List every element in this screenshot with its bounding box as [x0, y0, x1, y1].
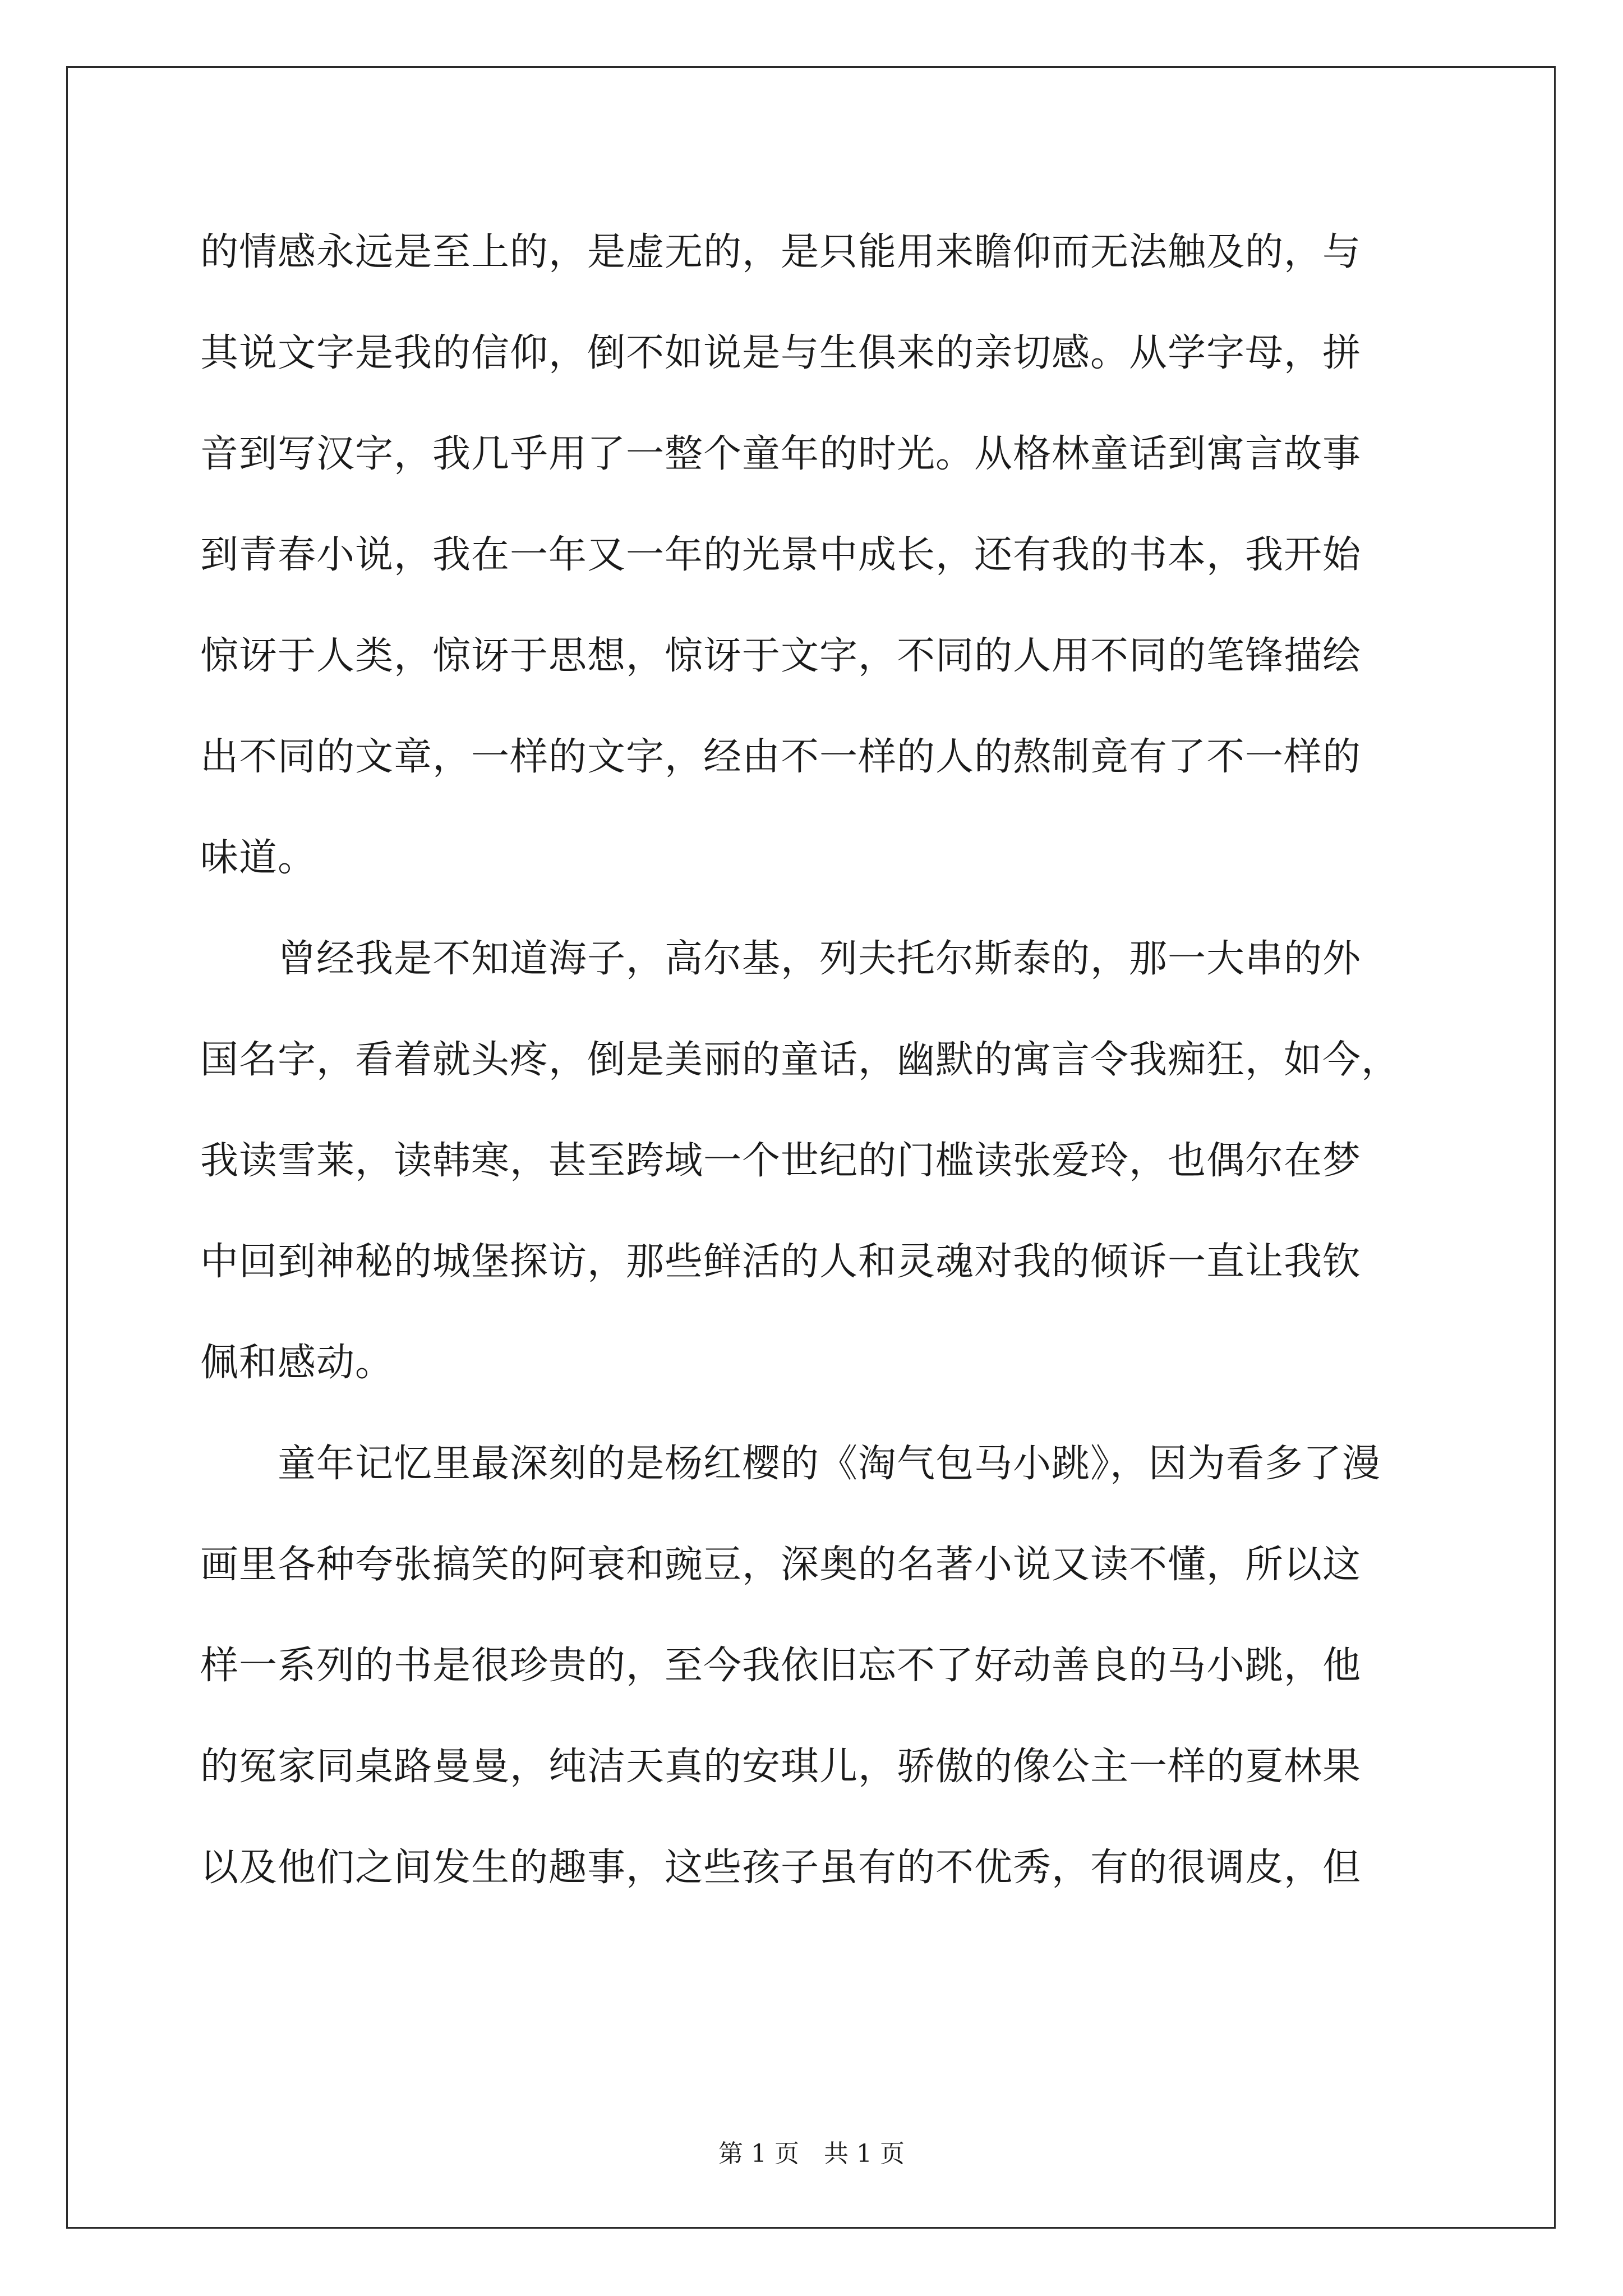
text-line: 童年记忆里最深刻的是杨红樱的《淘气包马小跳》，因为看多了漫 — [200, 1442, 1381, 1486]
text-line: 曾经我是不知道海子，高尔基，列夫托尔斯泰的，那一大串的外 — [200, 937, 1362, 981]
text-line: 佩和感动。 — [200, 1341, 394, 1385]
text-line: 其说文字是我的信仰，倒不如说是与生俱来的亲切感。从学字母，拼 — [200, 331, 1362, 375]
text-line: 我读雪莱，读韩寒，甚至跨域一个世纪的门槛读张爱玲，也偶尔在梦 — [200, 1139, 1362, 1183]
text-line: 出不同的文章，一样的文字，经由不一样的人的熬制竟有了不一样的 — [200, 735, 1362, 779]
text-line: 以及他们之间发生的趣事，这些孩子虽有的不优秀，有的很调皮，但 — [200, 1846, 1362, 1890]
text-line: 样一系列的书是很珍贵的，至今我依旧忘不了好动善良的马小跳，他 — [200, 1644, 1362, 1688]
text-line: 味道。 — [200, 836, 317, 880]
text-line: 音到写汉字，我几乎用了一整个童年的时光。从格林童话到寓言故事 — [200, 432, 1362, 476]
page-number-footer: 第 1 页 共 1 页 — [718, 2139, 905, 2168]
text-line: 中回到神秘的城堡探访，那些鲜活的人和灵魂对我的倾诉一直让我钦 — [200, 1240, 1362, 1284]
text-line: 国名字，看着就头疼，倒是美丽的童话，幽默的寓言令我痴狂，如今， — [200, 1038, 1400, 1082]
text-line: 惊讶于人类，惊讶于思想，惊讶于文字，不同的人用不同的笔锋描绘 — [200, 634, 1362, 678]
text-line: 的冤家同桌路曼曼，纯洁天真的安琪儿，骄傲的像公主一样的夏林果 — [200, 1745, 1362, 1789]
text-line: 画里各种夸张搞笑的阿衰和豌豆，深奥的名著小说又读不懂，所以这 — [200, 1543, 1362, 1587]
text-line: 到青春小说，我在一年又一年的光景中成长，还有我的书本，我开始 — [200, 533, 1362, 577]
document-body — [200, 202, 1434, 1918]
text-line: 的情感永远是至上的，是虚无的，是只能用来瞻仰而无法触及的，与 — [200, 230, 1362, 274]
